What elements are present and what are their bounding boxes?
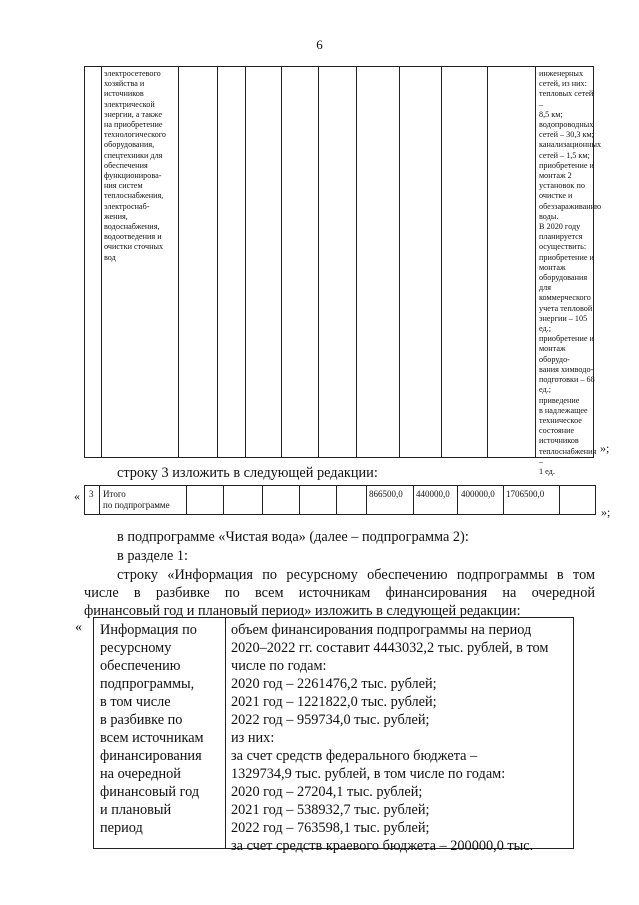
table-divider bbox=[225, 618, 226, 848]
info-value-line: 2020–2022 гг. составит 4443032,2 тыс. рублей, в том bbox=[231, 640, 549, 656]
table-divider bbox=[101, 67, 102, 457]
info-label-line: финансирования bbox=[100, 748, 202, 764]
table-divider bbox=[413, 486, 414, 514]
info-label-line: обеспечению bbox=[100, 658, 181, 674]
table-divider bbox=[559, 486, 560, 514]
table-divider bbox=[487, 67, 488, 457]
info-value-line: 2020 год – 27204,1 тыс. рублей; bbox=[231, 784, 423, 800]
table-divider bbox=[441, 67, 442, 457]
opening-quote: « bbox=[74, 489, 80, 503]
table-divider bbox=[399, 67, 400, 457]
row-number: 3 bbox=[89, 489, 94, 499]
value-2020: 866500,0 bbox=[369, 489, 403, 499]
table-divider bbox=[223, 486, 224, 514]
info-value-line: 2020 год – 2261476,2 тыс. рублей; bbox=[231, 676, 437, 692]
info-label-line: ресурсному bbox=[100, 640, 172, 656]
closing-quote: »; bbox=[600, 441, 610, 455]
table-divider bbox=[299, 486, 300, 514]
info-value-line: 2022 год – 959734,0 тыс. рублей; bbox=[231, 712, 430, 728]
table-divider bbox=[217, 67, 218, 457]
table-divider bbox=[503, 486, 504, 514]
info-label-line: и плановый bbox=[100, 802, 172, 818]
info-label-line: на очередной bbox=[100, 766, 181, 782]
info-label-line: Информация по bbox=[100, 622, 197, 638]
result-cell-text: инженерных сетей, из них: тепловых сетей – 8,5 км; водопроводных сетей – 30,3 км; канализационных сетей – 1,5 км; приобретение и монтаж 2 установок по очистке и обеззараживанию воды. В 2020 году планируется осуществить: приобретение и монтаж оборудования для коммерческого учета тепловой энергии – 105 ед.; приобретение и монтаж оборудо- вания химводо- подготовки – 68 ед.; приведение в надлежащее техническое состояние источников теплоснабжения – 1 ед. bbox=[539, 69, 602, 476]
table-divider bbox=[245, 67, 246, 457]
table-divider bbox=[535, 67, 536, 457]
info-value-line: 2021 год – 538932,7 тыс. рублей; bbox=[231, 802, 430, 818]
paragraph-subprogram2: в подпрограмме «Чистая вода» (далее – подпрограмма 2): bbox=[117, 529, 469, 545]
value-2021: 440000,0 bbox=[416, 489, 450, 499]
info-label-line: подпрограммы, bbox=[100, 676, 195, 692]
purpose-cell-text: электросетевого хозяйства и источников электрической энергии, а также на приобретение технологического оборудования, спецтехники для обеспечения функционирова- ния систем теплоснабжения, электроснаб- жения, водоснабжения, водоотведения и очистки сточных вод bbox=[104, 69, 166, 262]
table-divider bbox=[262, 486, 263, 514]
table-divider bbox=[457, 486, 458, 514]
info-value-cell bbox=[231, 621, 571, 855]
table-divider bbox=[318, 67, 319, 457]
info-value-line: за счет средств федерального бюджета – bbox=[231, 748, 478, 764]
value-total: 1706500,0 bbox=[506, 489, 545, 499]
info-label-line: период bbox=[100, 820, 143, 836]
closing-quote: »; bbox=[601, 505, 611, 519]
row-label: Итого по подпрограмме bbox=[103, 489, 170, 510]
info-label-line: всем источникам bbox=[100, 730, 204, 746]
info-value-line: числе по годам: bbox=[231, 658, 327, 674]
info-label-line: в том числе bbox=[100, 694, 171, 710]
info-value-line: из них: bbox=[231, 730, 275, 746]
table-divider bbox=[356, 67, 357, 457]
info-label-line: финансовый год bbox=[100, 784, 200, 800]
paragraph-line: финансовый год и плановый период» изложить в следующей редакции: bbox=[84, 603, 521, 619]
table-divider bbox=[281, 67, 282, 457]
info-table bbox=[93, 617, 574, 854]
table-divider bbox=[99, 486, 100, 514]
info-label-line: в разбивке по bbox=[100, 712, 183, 728]
info-value-line: за счет средств краевого бюджета – 200000,0 тыс. bbox=[231, 838, 534, 854]
info-value-line: 1329734,9 тыс. рублей, в том числе по годам: bbox=[231, 766, 506, 782]
info-value-line: объем финансирования подпрограммы на период bbox=[231, 622, 532, 638]
opening-quote: « bbox=[75, 620, 82, 635]
page-number: 6 bbox=[316, 37, 323, 52]
paragraph-row3-intro: строку 3 изложить в следующей редакции: bbox=[117, 465, 378, 481]
paragraph-line: числе в разбивке по всем источникам финансирования на очередной bbox=[84, 585, 595, 601]
paragraph-line: строку «Информация по ресурсному обеспечению подпрограммы в том bbox=[117, 567, 595, 583]
info-value-line: 2022 год – 763598,1 тыс. рублей; bbox=[231, 820, 430, 836]
table-divider bbox=[366, 486, 367, 514]
paragraph-section1: в разделе 1: bbox=[117, 548, 189, 564]
row3-table bbox=[84, 485, 596, 515]
table-divider bbox=[336, 486, 337, 514]
value-2022: 400000,0 bbox=[461, 489, 495, 499]
info-label-cell bbox=[100, 621, 218, 837]
info-value-line: 2021 год – 1221822,0 тыс. рублей; bbox=[231, 694, 437, 710]
